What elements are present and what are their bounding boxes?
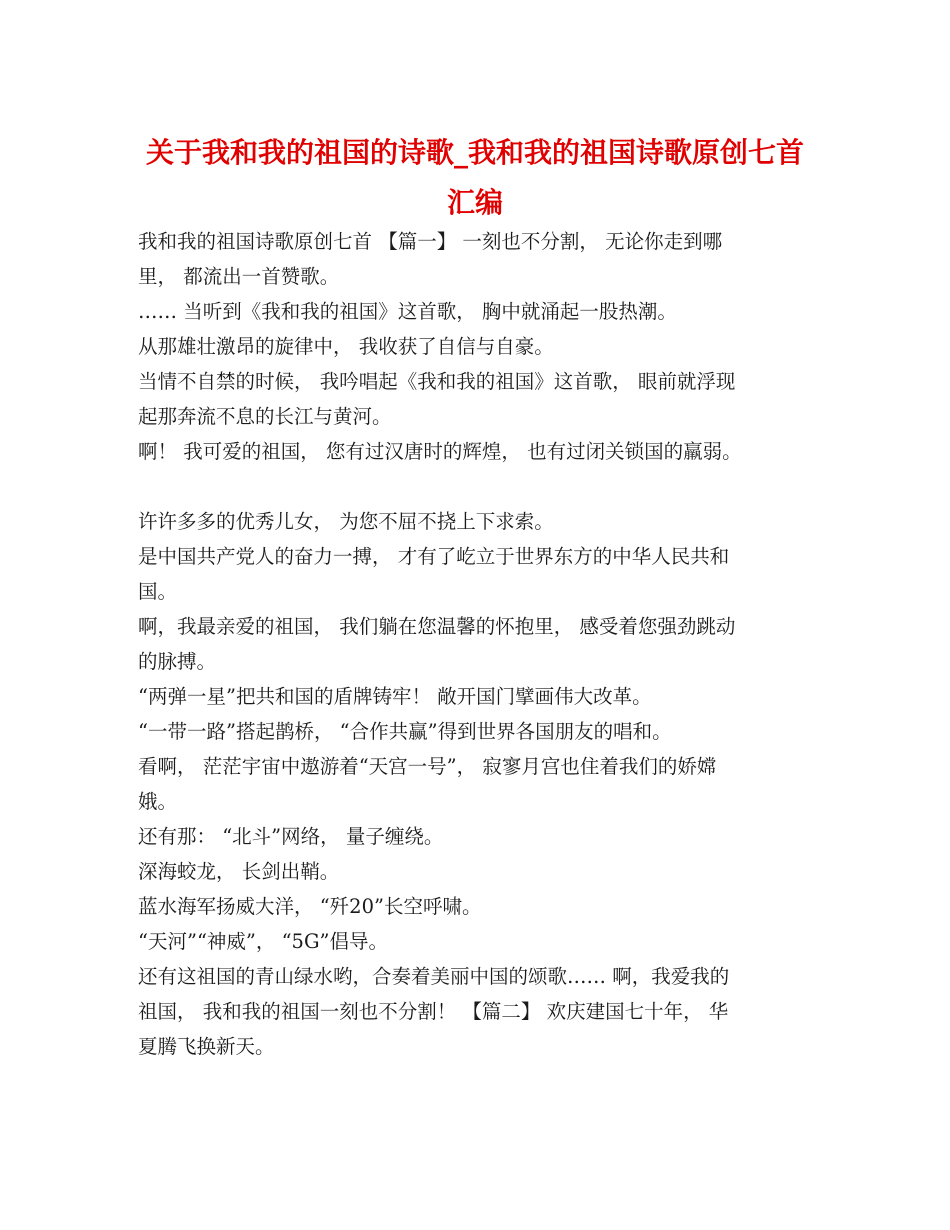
body-line: 还有那： “北斗”网络， 量子缠绕。 [138, 825, 444, 848]
body-line: 国。 [138, 580, 178, 603]
body-line: 啊，我最亲爱的祖国， 我们躺在您温馨的怀抱里， 感受着您强劲跳动 [138, 615, 736, 638]
body-line: 从那雄壮激昂的旋律中， 我收获了自信与自豪。 [138, 335, 554, 358]
title-line-2: 汇编 [446, 186, 503, 219]
body-line: 看啊， 茫茫宇宙中遨游着“天宫一号”， 寂寥月宫也住着我们的娇嫦 [138, 755, 717, 778]
document-body [138, 224, 828, 1064]
body-line: 当情不自禁的时候， 我吟唱起《我和我的祖国》这首歌， 眼前就浮现 [138, 370, 736, 393]
body-line: 娥。 [138, 790, 178, 813]
body-line: 祖国， 我和我的祖国一刻也不分割！ 【篇二】 欢庆建国七十年， 华 [138, 1000, 729, 1023]
body-line: 还有这祖国的青山绿水哟，合奏着美丽中国的颂歌…… 啊，我爱我的 [138, 965, 730, 988]
blank-line [138, 469, 828, 504]
body-line: 许许多多的优秀儿女， 为您不屈不挠上下求索。 [138, 510, 554, 533]
title-line-1: 关于我和我的祖国的诗歌_我和我的祖国诗歌原创七首 [145, 136, 804, 169]
body-line: 啊！ 我可爱的祖国， 您有过汉唐时的辉煌， 也有过闭关锁国的羸弱。 [138, 440, 742, 463]
body-line: 起那奔流不息的长江与黄河。 [138, 405, 392, 428]
body-line: 蓝水海军扬威大洋， “歼20”长空呼啸。 [138, 895, 482, 918]
body-line: …… 当听到《我和我的祖国》这首歌， 胸中就涌起一股热潮。 [138, 300, 677, 323]
body-line: 夏腾飞换新天。 [138, 1035, 275, 1058]
body-line: “天河”“神威”， “5G”倡导。 [138, 930, 388, 953]
document-title [120, 128, 830, 228]
body-line: 深海蛟龙， 长剑出鞘。 [138, 860, 340, 883]
body-line: 是中国共产党人的奋力一搏， 才有了屹立于世界东方的中华人民共和 [138, 545, 730, 568]
body-line: 的脉搏。 [138, 650, 217, 673]
body-line: 里， 都流出一首赞歌。 [138, 265, 340, 288]
body-line: “两弹一星”把共和国的盾牌铸牢！ 敞开国门擘画伟大改革。 [138, 685, 652, 708]
body-line: “一带一路”搭起鹊桥， “合作共赢”得到世界各国朋友的唱和。 [138, 720, 672, 743]
body-line: 我和我的祖国诗歌原创七首 【篇一】 一刻也不分割， 无论你走到哪 [138, 230, 723, 253]
